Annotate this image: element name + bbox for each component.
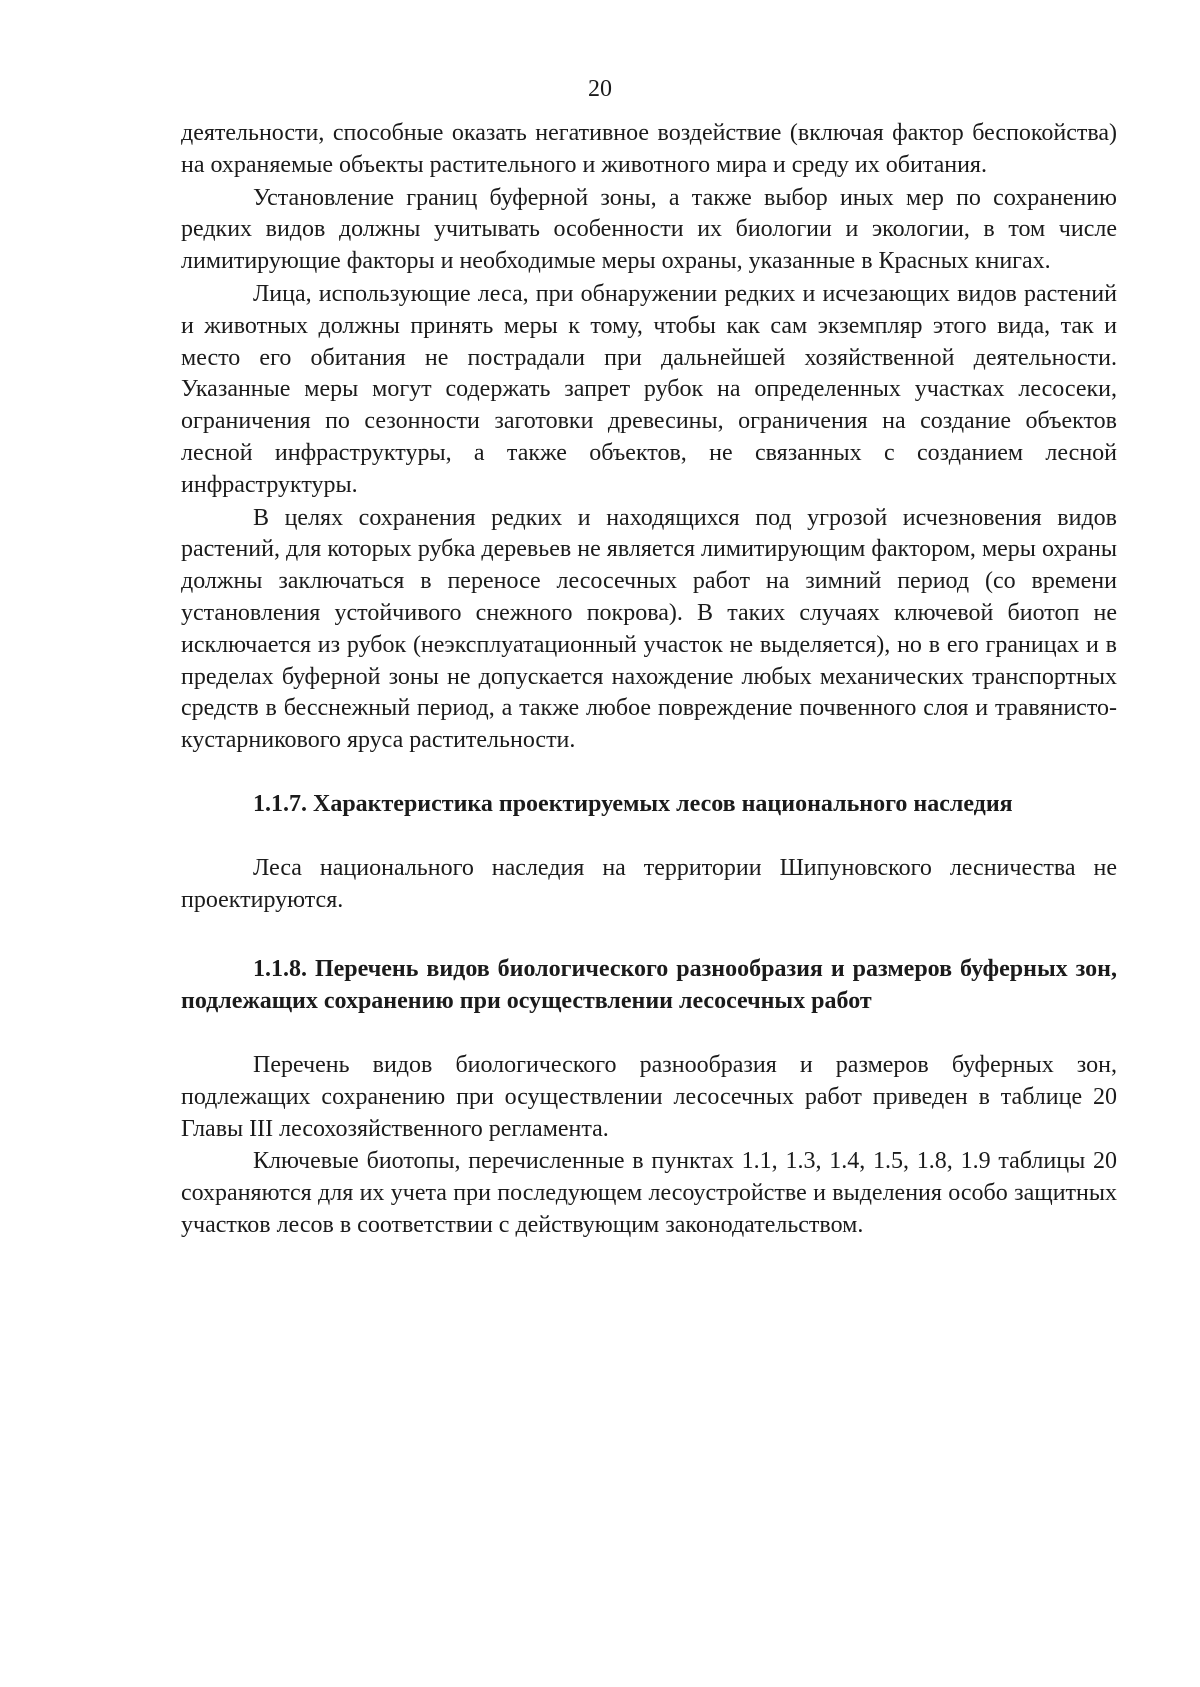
paragraph-key-biotopes: Ключевые биотопы, перечисленные в пунктах 1.1, 1.3, 1.4, 1.5, 1.8, 1.9 таблицы 20 сохраняются для их учета при последующем лесоустройстве и выделения особо защитных участков лесов в соответствии с действующим законодательством. bbox=[181, 1148, 1117, 1238]
section-heading-1-1-8: 1.1.8. Перечень видов биологического разнообразия и размеров буферных зон, подлежащих сохранению при осуществлении лесосечных работ bbox=[181, 956, 1117, 1015]
paragraph-continuation: деятельности, способные оказать негативное воздействие (включая фактор беспокойства) на охраняемые объекты растительного и животного мира и среду их обитания. bbox=[181, 120, 1117, 178]
paragraph-winter-logging: В целях сохранения редких и находящихся под угрозой исчезновения видов растений, для которых рубка деревьев не является лимитирующим фактором, меры охраны должны заключаться в переносе лесосечных работ на зимний период (со времени установления устойчивого снежного покрова). В таких случаях ключевой биотоп не исключается из рубок (неэксплуатационный участок не выделяется), но в его границах и в пределах буферной зоны не допускается нахождение любых механических транспортных средств в бесснежный период, а также любое повреждение почвенного слоя и травянисто-кустарникового яруса растительности. bbox=[181, 504, 1117, 754]
page-number: 20 bbox=[588, 76, 612, 102]
section-heading-1-1-7: 1.1.7. Характеристика проектируемых лесов национального наследия bbox=[253, 790, 1013, 817]
document-body bbox=[181, 118, 1117, 1242]
paragraph-national-heritage: Леса национального наследия на территории Шипуновского лесничества не проектируются. bbox=[181, 854, 1117, 913]
paragraph-buffer-zone: Установление границ буферной зоны, а также выбор иных мер по сохранению редких видов должны учитывать особенности их биологии и экологии, в том числе лимитирующие факторы и необходимые меры охраны, указанные в Красных книгах. bbox=[181, 184, 1117, 275]
paragraph-forest-users: Лица, использующие леса, при обнаружении редких и исчезающих видов растений и животных должны принять меры к тому, чтобы как сам экземпляр этого вида, так и место его обитания не пострадали при дальнейшей хозяйственной деятельности. Указанные меры могут содержать запрет рубок на определенных участках лесосеки, ограничения по сезонности заготовки древесины, ограничения на создание объектов лесной инфраструктуры, а также объектов, не связанных с созданием лесной инфраструктуры. bbox=[181, 280, 1117, 498]
paragraph-biodiversity-list: Перечень видов биологического разнообразия и размеров буферных зон, подлежащих сохранению при осуществлении лесосечных работ приведен в таблице 20 Главы III лесохозяйственного регламента. bbox=[181, 1051, 1117, 1142]
